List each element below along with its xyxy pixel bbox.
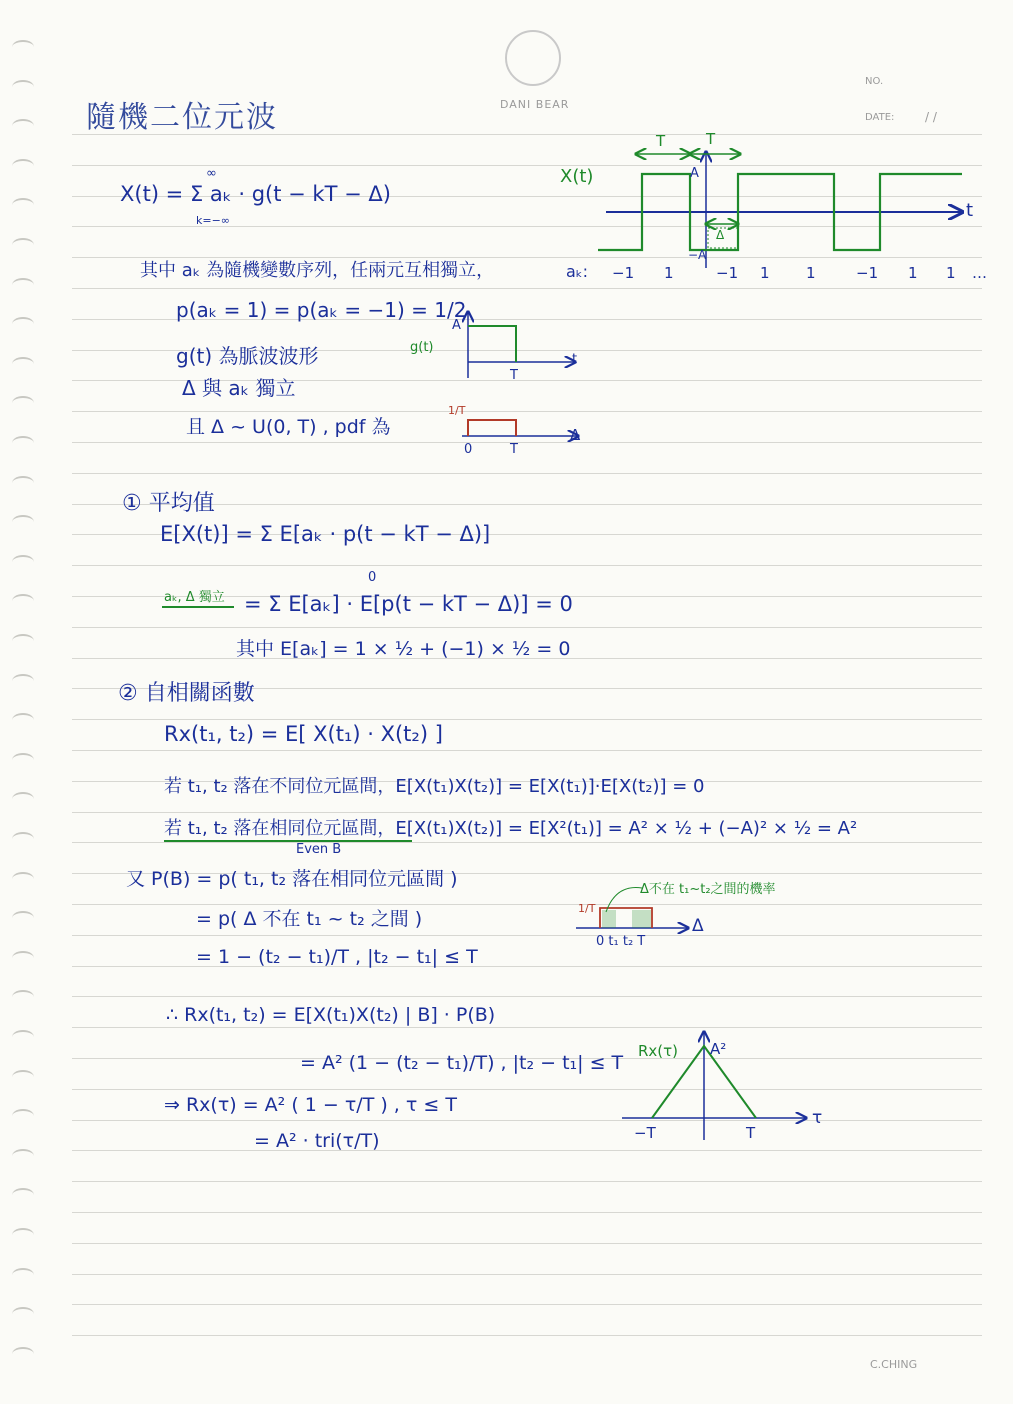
ak-value: −1 — [856, 264, 879, 282]
amp-neg-label: −A — [688, 248, 707, 262]
sum-upper-limit: ∞ — [206, 166, 217, 181]
rx-y-label: Rx(τ) — [638, 1042, 679, 1060]
brand-name: DANI BEAR — [500, 98, 570, 111]
ak-value: −1 — [612, 264, 635, 282]
mean-eq-1: E[X(t)] = Σ E[aₖ · p(t − kT − Δ)] — [160, 522, 491, 546]
pb-line-1: 又 P(B) = p( t₁, t₂ 落在相同位元區間 ) — [126, 868, 458, 890]
prob-shaded-left — [602, 910, 616, 928]
pdf-axis-label: Δ — [570, 426, 581, 444]
date-label: DATE: — [865, 112, 895, 123]
pdf-uniform-trace — [468, 420, 516, 436]
event-b-label: Even B — [296, 842, 342, 857]
ak-value: … — [972, 264, 987, 282]
ak-value: 1 — [760, 264, 770, 282]
binary-wave-figure — [598, 152, 962, 268]
rx-line-4: = A² · tri(τ/T) — [254, 1130, 380, 1152]
pb-line-3: = 1 − (t₂ − t₁)/T , |t₂ − t₁| ≤ T — [196, 946, 478, 968]
rx-line-2: = A² (1 − (t₂ − t₁)/T) , |t₂ − t₁| ≤ T — [300, 1052, 624, 1074]
prob-line: p(aₖ = 1) = p(aₖ = −1) = 1/2 — [176, 298, 467, 322]
section-mean-title: ① 平均值 — [122, 491, 215, 516]
page-title: 隨機二位元波 — [86, 100, 278, 135]
ak-value: 1 — [806, 264, 816, 282]
pb-line-2: = p( Δ 不在 t₁ ~ t₂ 之間 ) — [196, 908, 423, 930]
wave-t-label: t — [966, 200, 974, 221]
delta-label: Δ — [716, 228, 725, 242]
rx-tau-label: τ — [812, 1108, 823, 1128]
date-slashes: / / — [925, 110, 937, 124]
wave-x-label: X(t) — [560, 166, 594, 187]
mean-independence-note: aₖ, Δ 獨立 — [164, 590, 225, 605]
mean-eq-3: 其中 E[aₖ] = 1 × ½ + (−1) × ½ = 0 — [236, 638, 571, 660]
delta-dist-line: 且 Δ ~ U(0, T) , pdf 為 — [186, 416, 391, 438]
section-autocorr-title: ② 自相關函數 — [118, 681, 255, 706]
rx-negT-label: −T — [634, 1124, 656, 1142]
g-T-label: T — [510, 368, 518, 383]
ak-value: 1 — [908, 264, 918, 282]
rx-definition: Rx(t₁, t₂) = E[ X(t₁) · X(t₂) ] — [164, 722, 443, 746]
rx-posT-label: T — [746, 1124, 756, 1142]
g-amp-label: A — [452, 318, 461, 333]
ak-value: 1 — [664, 264, 674, 282]
no-label: NO. — [865, 76, 884, 87]
ak-value: 1 — [946, 264, 956, 282]
rx-line-1: ∴ Rx(t₁, t₂) = E[X(t₁)X(t₂) | B] · P(B) — [166, 1004, 496, 1026]
ak-label: aₖ: — [566, 262, 589, 281]
ak-value: −1 — [716, 264, 739, 282]
period-label-2: T — [706, 130, 716, 148]
g-y-label: g(t) — [410, 340, 434, 355]
footer-brand: C.CHING — [870, 1358, 918, 1371]
prob-axis-label: Δ — [692, 916, 704, 936]
pdf-zero-label: 0 — [464, 442, 473, 457]
g-line: g(t) 為脈波波形 — [176, 344, 319, 368]
mean-zero-mark: 0 — [368, 570, 377, 585]
delta-indep-line: Δ 與 aₖ 獨立 — [182, 376, 296, 400]
g-t-label: t — [572, 352, 578, 367]
mean-eq-2: = Σ E[aₖ] · E[p(t − kT − Δ)] = 0 — [244, 592, 573, 616]
amp-pos-label: A — [690, 166, 699, 181]
g-pulse-figure — [468, 312, 578, 378]
rx-line-3: ⇒ Rx(τ) = A² ( 1 − τ/T ) , τ ≤ T — [164, 1094, 457, 1116]
prob-ticks: 0 t₁ t₂ T — [596, 934, 646, 949]
main-formula: X(t) = Σ aₖ · g(t − kT − Δ) — [120, 182, 391, 206]
rx-peak-label: A² — [710, 1040, 727, 1058]
prob-shaded-right — [632, 910, 651, 928]
case-different-interval: 若 t₁, t₂ 落在不同位元區間，E[X(t₁)X(t₂)] = E[X(t₁)]·E[X(t₂)] = 0 — [164, 776, 705, 797]
sum-lower-limit: k=−∞ — [196, 214, 230, 227]
period-label-1: T — [656, 132, 666, 150]
where-line: 其中 aₖ 為隨機變數序列，任兩元互相獨立， — [140, 260, 495, 281]
prob-note: Δ不在 t₁~t₂之間的機率 — [640, 882, 776, 897]
pdf-T-label: T — [510, 442, 518, 457]
prob-height-label: 1/T — [578, 902, 596, 915]
case-same-interval: 若 t₁, t₂ 落在相同位元區間，E[X(t₁)X(t₂)] = E[X²(t₁)] = A² × ½ + (−A)² × ½ = A² — [164, 818, 858, 839]
pdf-figure — [462, 420, 578, 436]
g-pulse-trace — [468, 326, 516, 362]
pdf-height-label: 1/T — [448, 404, 466, 417]
